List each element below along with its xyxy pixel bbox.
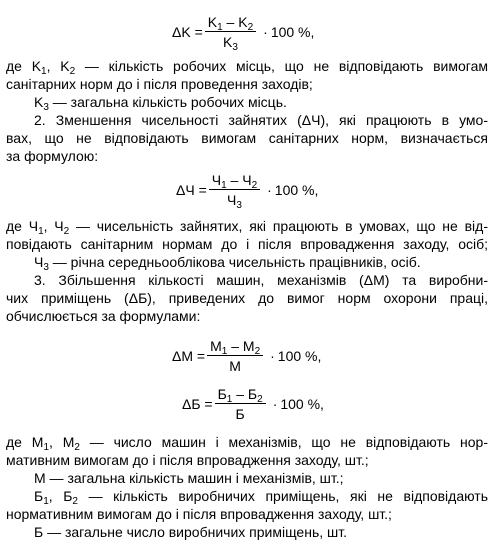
formula-denominator: $Ч_3$: [226, 192, 242, 211]
formula-fraction: [215, 386, 266, 422]
formula-dot: ·: [267, 182, 272, 198]
text-line: де $K_1$, $K_2$ — кількість робочих місць, що не відповідають вимогам: [6, 58, 488, 75]
formula-dot: ·: [272, 396, 278, 412]
formula-numerator: $Ч_1 - Ч_2$: [209, 172, 260, 190]
formula-delta-k: [172, 10, 314, 54]
formula-delta-ch: [176, 168, 318, 212]
formula-lhs: ΔБ =: [182, 396, 213, 412]
formula-numerator: $K_1 - K_2$: [205, 14, 256, 32]
formula-delta-m: [172, 334, 321, 378]
formula-denominator: Б: [235, 406, 245, 422]
formula-dot: ·: [270, 348, 275, 364]
formula-numerator: $М_1 - М_2$: [207, 338, 263, 356]
formula-tail: 100 %,: [274, 182, 319, 198]
formula-lhs: ΔЧ =: [176, 182, 207, 198]
text-line: Б — загальне число виробничих приміщень, шт.: [34, 524, 348, 540]
formula-lhs: ΔМ =: [172, 348, 206, 364]
text-line: обчислюється за формулами:: [6, 308, 201, 324]
text-line: мативним вимогам до і після впровадження заходу, шт.;: [6, 452, 369, 468]
formula-tail: 100 %,: [270, 24, 315, 40]
text-line: вах, що не відповідають вимогам санітарних норм, визначається: [6, 130, 488, 146]
text-line: чих приміщень (ΔБ), приведених до вимог норм охорони праці,: [6, 290, 488, 306]
formula-numerator: $Б_1 - Б_2$: [215, 386, 266, 404]
text-line: де $М_1$, $М_2$ — число машин і механізмів, що не відповідають нор-: [6, 434, 488, 451]
formula-denominator: $K_3$: [223, 34, 238, 53]
text-line: М — загальна кількість машин і механізмів, шт.;: [34, 470, 344, 486]
text-line: санітарних норм до і після проведення заходів;: [6, 76, 313, 92]
formula-fraction: [209, 172, 260, 211]
formula-delta-b: [182, 382, 324, 426]
formula-tail: 100 %,: [280, 396, 324, 412]
text-line: $K_3$ — загальна кількість робочих місць.: [34, 94, 287, 111]
text-line: нормативним вимогам до і після впровадження заходу, шт.;: [6, 506, 392, 522]
formula-tail: 100 %,: [277, 348, 322, 364]
text-line: за формулою:: [6, 148, 99, 164]
formula-denominator: М: [229, 358, 241, 374]
text-line: повідають санітарним нормам до і після впровадження заходу, осіб;: [6, 236, 488, 252]
text-line: $Ч_3$ — річна середньооблікова чисельність працівників, осіб.: [34, 254, 421, 271]
text-line: 2. Зменшення чисельності зайнятих (ΔЧ), які працюють в умо-: [34, 112, 488, 128]
text-line: де $Ч_1$, $Ч_2$ — чисельність зайнятих, які працюють в умовах, що не від-: [6, 218, 488, 235]
text-line: $Б_1$, $Б_2$ — кількість виробничих приміщень, які не відповідають: [34, 488, 488, 505]
formula-fraction: [207, 338, 263, 374]
formula-lhs: ΔK =: [172, 24, 203, 40]
text-line: 3. Збільшення кількості машин, механізмів (ΔМ) та виробни-: [34, 272, 488, 288]
formula-fraction: [205, 14, 256, 53]
formula-dot: ·: [263, 24, 268, 40]
